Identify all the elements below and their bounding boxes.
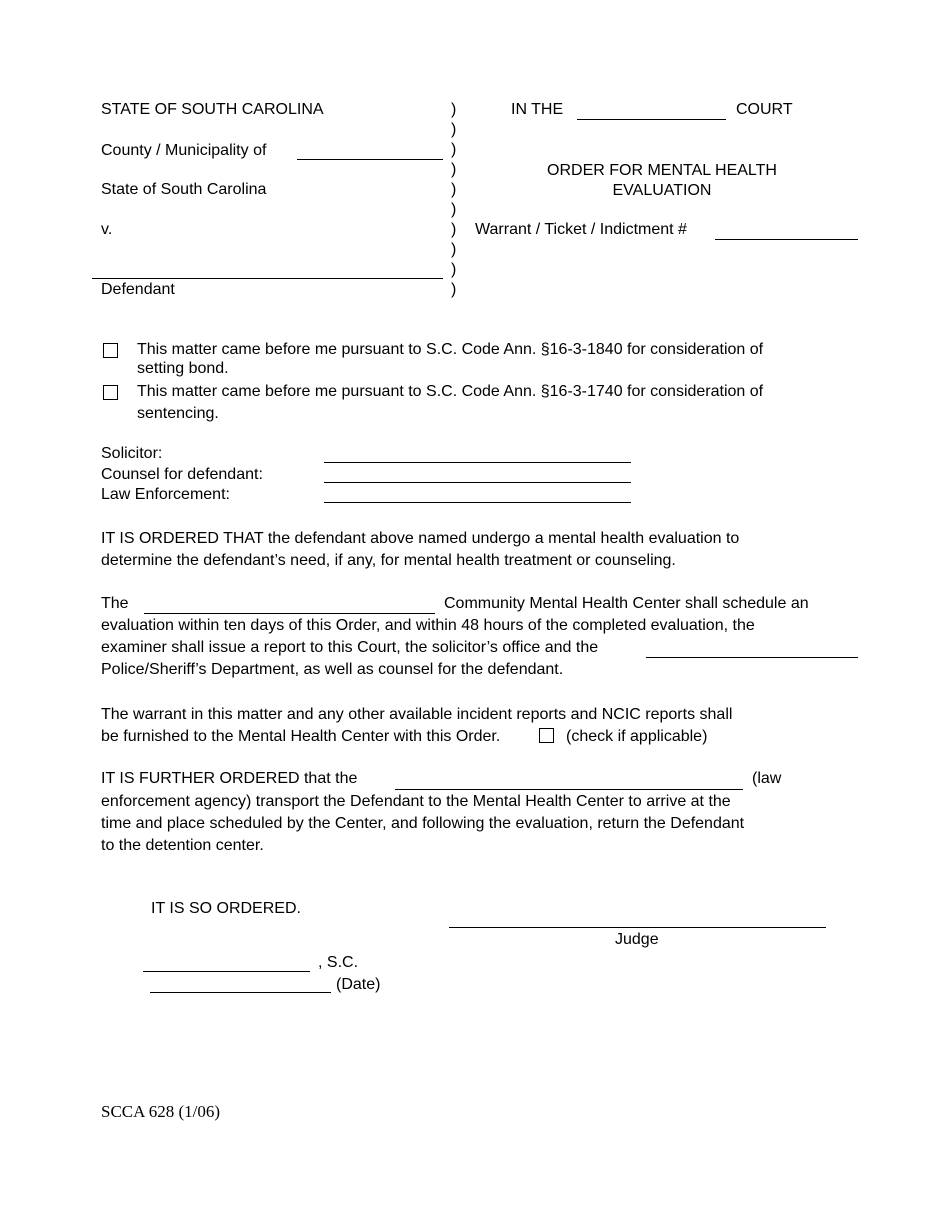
further-line2: enforcement agency) transport the Defendant to the Mental Health Center to arrive at the [101,793,731,810]
order-title-line1: ORDER FOR MENTAL HEALTH [547,162,777,179]
center-line3: examiner shall issue a report to this Court, the solicitor’s office and the [101,639,599,656]
county-field[interactable] [297,159,443,160]
warrant-number-field[interactable] [715,239,858,240]
state-label: State of South Carolina [101,181,267,198]
caption-paren: ) [451,201,457,218]
applicable-checkbox[interactable] [539,728,554,743]
ordered-line1: IT IS ORDERED THAT the defendant above named undergo a mental health evaluation to [101,530,740,547]
judge-signature-field[interactable] [449,927,826,928]
city-field[interactable] [143,971,310,972]
solicitor-field[interactable] [324,462,631,463]
court-label: COURT [736,101,793,118]
date-label: (Date) [336,976,381,993]
center-line2: evaluation within ten days of this Order, and within 48 hours of the completed evaluation, the [101,617,755,634]
defendant-name-field[interactable] [92,278,443,279]
caption-paren: ) [451,101,457,118]
law-enforcement-label: Law Enforcement: [101,486,230,503]
option-bond-line2: setting bond. [137,360,229,377]
caption-paren: ) [451,221,457,238]
county-label: County / Municipality of [101,142,267,159]
law-enforcement-agency-field[interactable] [395,789,743,790]
caption-paren: ) [451,121,457,138]
caption-paren: ) [451,241,457,258]
solicitor-label: Solicitor: [101,445,163,462]
option-sentencing-line2: sentencing. [137,405,219,422]
defendant-label: Defendant [101,281,175,298]
center-line4: Police/Sheriff’s Department, as well as counsel for the defendant. [101,661,564,678]
warrant-line1: The warrant in this matter and any other available incident reports and NCIC reports shall [101,706,733,723]
mental-health-center-field[interactable] [144,613,435,614]
in-the-label: IN THE [511,101,564,118]
counsel-field[interactable] [324,482,631,483]
further-line1-end: (law [752,770,782,787]
bond-checkbox[interactable] [103,343,118,358]
warrant-label: Warrant / Ticket / Indictment # [475,221,687,238]
date-field[interactable] [150,992,331,993]
versus-label: v. [101,221,113,238]
check-if-applicable: (check if applicable) [566,728,708,745]
so-ordered: IT IS SO ORDERED. [151,900,301,917]
department-field[interactable] [646,657,858,658]
caption-paren: ) [451,281,457,298]
judge-label: Judge [615,931,659,948]
counsel-label: Counsel for defendant: [101,466,263,483]
further-line3: time and place scheduled by the Center, and following the evaluation, return the Defendant [101,815,745,832]
state-heading: STATE OF SOUTH CAROLINA [101,101,324,118]
order-title-line2: EVALUATION [612,182,712,199]
further-line1-start: IT IS FURTHER ORDERED that the [101,770,358,787]
form-id: SCCA 628 (1/06) [101,1102,221,1121]
court-name-field[interactable] [577,119,726,120]
option-sentencing-line1: This matter came before me pursuant to S.C. Code Ann. §16-3-1740 for consideration of [137,383,764,400]
sc-suffix: , S.C. [318,954,359,971]
caption-paren: ) [451,141,457,158]
ordered-line2: determine the defendant’s need, if any, for mental health treatment or counseling. [101,552,676,569]
warrant-line2: be furnished to the Mental Health Center with this Order. [101,728,501,745]
caption-paren: ) [451,181,457,198]
option-bond-line1: This matter came before me pursuant to S.C. Code Ann. §16-3-1840 for consideration of [137,341,764,358]
center-line1: Community Mental Health Center shall schedule an [444,595,809,612]
further-line4: to the detention center. [101,837,264,854]
caption-paren: ) [451,161,457,178]
sentencing-checkbox[interactable] [103,385,118,400]
center-the: The [101,595,129,612]
caption-paren: ) [451,261,457,278]
law-enforcement-field[interactable] [324,502,631,503]
